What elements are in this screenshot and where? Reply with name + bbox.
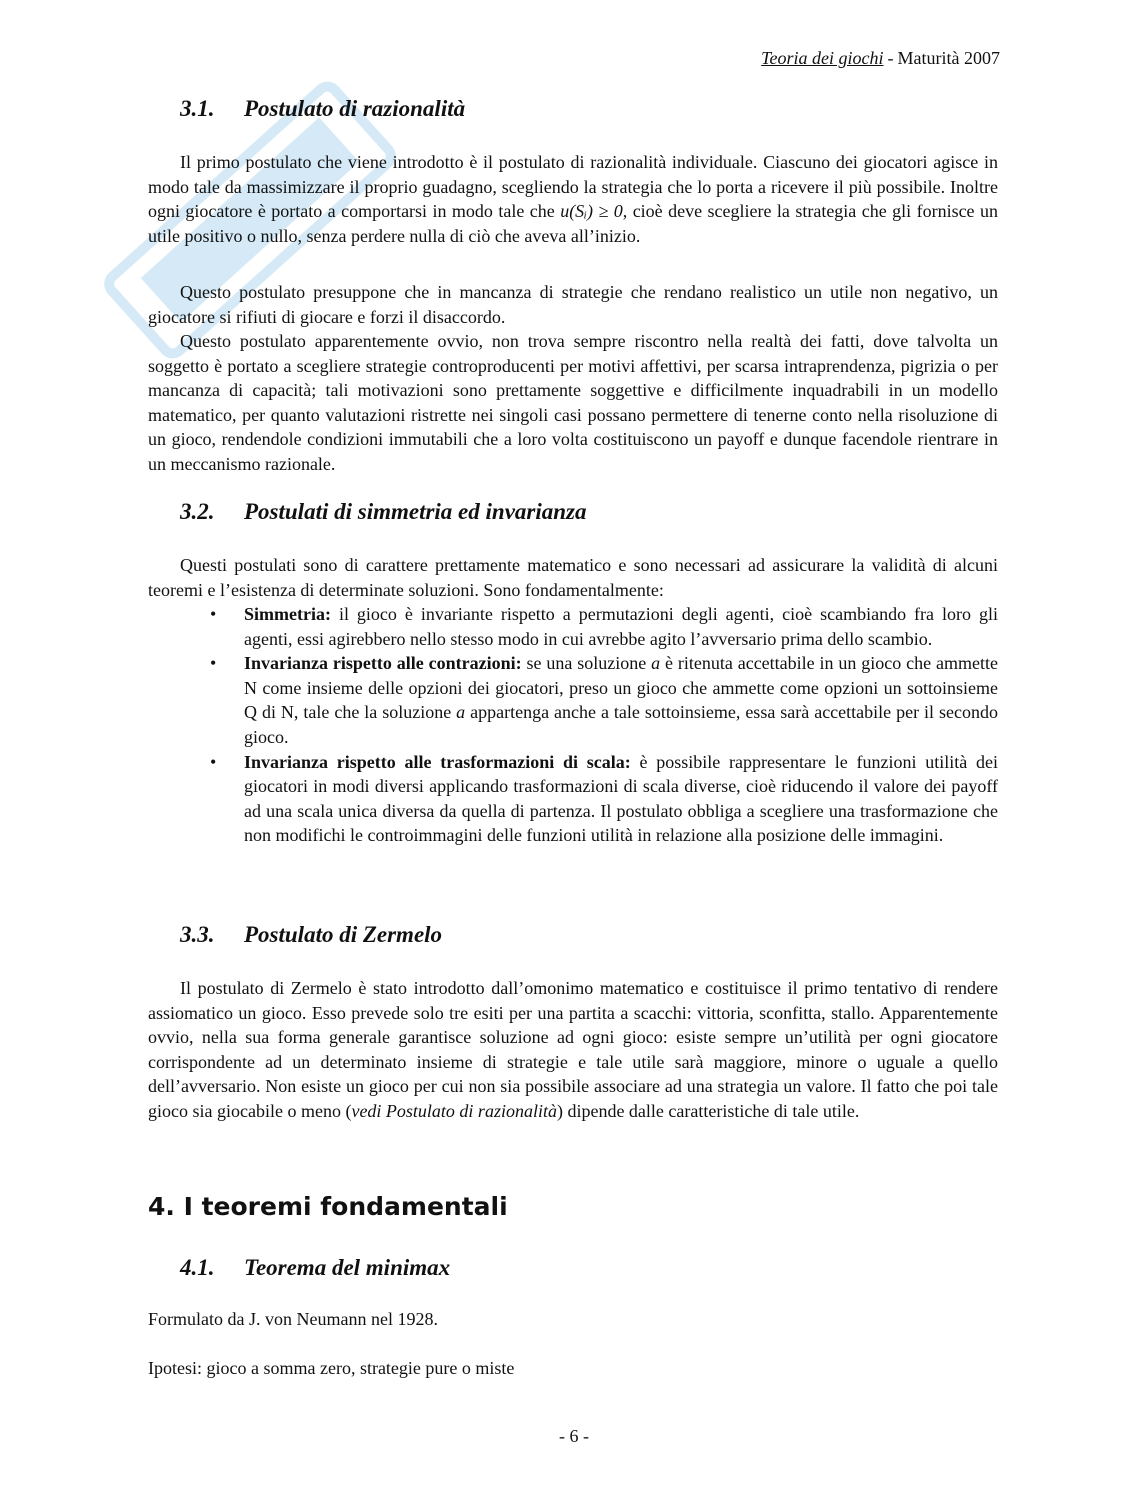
section-title: Postulato di Zermelo bbox=[244, 922, 443, 947]
section-number: 3.3. bbox=[180, 922, 215, 947]
paragraph-simmetria-intro: Questi postulati sono di carattere prettamente matematico e sono necessari ad assicurare la validità di alcuni teoremi e l’esistenza di determinate soluzioni. Sono fondamentalmente: bbox=[148, 555, 998, 600]
cross-reference: vedi Postulato di razionalità bbox=[351, 1100, 557, 1121]
minimax-attribution: Formulato da J. von Neumann nel 1928. bbox=[148, 1309, 438, 1329]
section-heading-3-3 bbox=[180, 922, 442, 948]
postulates-list bbox=[210, 602, 998, 848]
formula: u(Sᵢ) ≥ 0 bbox=[560, 201, 623, 222]
section-number: 4.1. bbox=[180, 1255, 215, 1280]
header-title: Teoria dei giochi bbox=[761, 48, 884, 68]
paragraph-razionalita-3: Questo postulato apparentemente ovvio, non trova sempre riscontro nella realtà dei fatti, dove talvolta un soggetto è portato a scegliere strategie controproducenti per motivi affettivi, per scarsa intraprendenza, pigrizia o per mancanza di capacità; tali motivazioni sono prettamente soggettive e difficilmente inquadrabili in un modello matematico, per quanto valutazioni ristrette nei singoli casi possano permettere di tenerne conto nella risoluzione di un gioco, rendendole condizioni immutabili che a loro volta costituiscono un payoff e dunque facendole rientrare in un meccanismo razionale. bbox=[148, 331, 998, 474]
list-item: • Simmetria: il gioco è invariante rispetto a permutazioni degli agenti, cioè scambiando fra loro gli agenti, essi agirebbero nello stesso modo in cui avrebbe agito l’avversario prima dello scambio. bbox=[210, 604, 998, 649]
section-title: Postulati di simmetria ed invarianza bbox=[244, 499, 587, 524]
chapter-heading-4: 4. I teoremi fondamentali bbox=[148, 1192, 508, 1221]
paragraph-zermelo: Il postulato di Zermelo è stato introdotto dall’omonimo matematico e costituisce il primo tentativo di rendere assiomatico un gioco. Esso prevede solo tre esiti per una partita a scacchi: vittoria, sconfitta, stallo. Apparentemente ovvio, nella sua forma generale garantisce soluzione ad ogni gioco: esiste sempre un’utilità per ogni giocatore corrispondente ad un determinato insieme di strategie e tale utile sarà maggiore, minore o uguale a quello dell’avversario. Non esiste un gioco per cui non sia possibile associare ad una strategia un valore. Il fatto che poi tale gioco sia giocabile o meno (vedi Postulato di razionalità) dipende dalle caratteristiche di tale utile. bbox=[148, 978, 998, 1121]
bullet-icon: • bbox=[210, 751, 217, 772]
paragraph-razionalita-2: Questo postulato presuppone che in mancanza di strategie che rendano realistico un utile non negativo, un giocatore si rifiuti di giocare e forzi il disaccordo. bbox=[148, 282, 998, 327]
minimax-hypothesis: Ipotesi: gioco a somma zero, strategie pure o miste bbox=[148, 1358, 515, 1378]
section-number: 3.1. bbox=[180, 96, 215, 121]
section-title: Postulato di razionalità bbox=[244, 96, 466, 121]
list-item: • Invarianza rispetto alle contrazioni: se una soluzione a è ritenuta accettabile in un gioco che ammette N come insieme delle opzioni dei giocatori, preso un gioco che ammette come opzioni un sottoinsieme Q di N, tale che la soluzione a appartenga anche a tale sottoinsieme, essa sarà accettabile per il secondo gioco. bbox=[210, 653, 998, 747]
bullet-icon: • bbox=[210, 653, 217, 674]
paragraph-razionalita-1: Il primo postulato che viene introdotto è il postulato di razionalità individuale. Ciascuno dei giocatori agisce in modo tale da massimizzare il proprio guadagno, scegliendo la strategia che lo porta a ricevere il più possibile. Inoltre ogni giocatore è portato a comportarsi in modo tale che u(Sᵢ) ≥ 0, cioè deve scegliere la strategia che gli fornisce un utile positivo o nullo, senza perdere nulla di ciò che aveva all’inizio. bbox=[148, 152, 998, 246]
section-heading-4-1 bbox=[180, 1255, 450, 1281]
page-number: - 6 - bbox=[559, 1426, 589, 1446]
header-separator: - bbox=[887, 48, 894, 68]
list-term: Invarianza rispetto alle trasformazioni di scala: bbox=[244, 751, 631, 772]
list-term: Invarianza rispetto alle contrazioni: bbox=[244, 653, 522, 674]
header-subtitle: Maturità 2007 bbox=[897, 48, 1000, 68]
bullet-icon: • bbox=[210, 604, 217, 624]
running-header bbox=[761, 48, 1000, 69]
section-heading-3-2 bbox=[180, 499, 586, 525]
section-number: 3.2. bbox=[180, 499, 215, 524]
list-term: Simmetria: bbox=[244, 604, 331, 624]
section-title: Teorema del minimax bbox=[244, 1255, 451, 1280]
list-item: • Invarianza rispetto alle trasformazioni di scala: è possibile rappresentare le funzioni utilità dei giocatori in modi diversi applicando trasformazioni di scala diverse, cioè riducendo il valore dei payoff ad una scala unica diversa da quella di partenza. Il postulato obbliga a scegliere una trasformazione che non modifichi le controimmagini delle funzioni utilità in relazione alla posizione delle immagini. bbox=[210, 751, 998, 846]
section-heading-3-1 bbox=[180, 96, 465, 122]
